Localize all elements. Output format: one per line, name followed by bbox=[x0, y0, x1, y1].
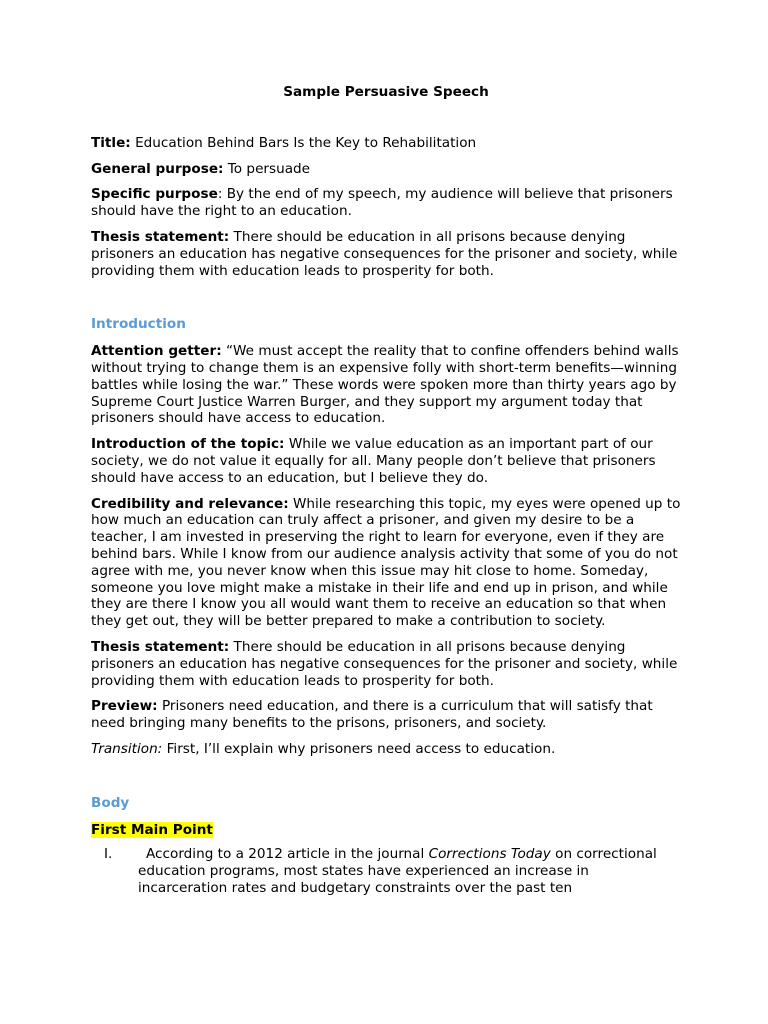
field-label: Specific purpose bbox=[91, 186, 218, 203]
transition-label: Transition: bbox=[91, 740, 163, 757]
paragraph-text: While researching this topic, my eyes were opened up to how much an education can truly affect a prisoner, and given my desire to be a teacher, I am invested in preserving the right to learn for everyone, even if they are behind bars. While I know from our audience analysis activity that some of you do not agree with me, you never know when this issue may hit close to home. Someday, someone you love might make a mistake in their life and end up in prison, and while they are there I know you all would want them to receive an education so that when they get out, they will be better prepared to make a contribution to society. bbox=[91, 495, 681, 630]
thesis-paragraph bbox=[91, 639, 681, 689]
thesis-statement-field bbox=[91, 229, 681, 279]
credibility-paragraph bbox=[91, 496, 681, 630]
list-text-end: on correctional education programs, most states have experienced an increase in incarceration rates and budgetary constraints over the past ten bbox=[138, 846, 657, 896]
transition-paragraph bbox=[91, 741, 681, 758]
list-text-start: According to a 2012 article in the journal bbox=[146, 846, 429, 863]
field-label: General purpose: bbox=[91, 160, 224, 177]
preview-paragraph bbox=[91, 698, 681, 732]
document-title: Sample Persuasive Speech bbox=[283, 84, 489, 100]
list-number: I. bbox=[104, 846, 113, 863]
paragraph-text: “We must accept the reality that to confine offenders behind walls without trying to change them is an expensive folly with short-term benefits—winning battles while losing the war.” These words were spoken more than thirty years ago by Supreme Court Justice Warren Burger, and they support my argument today that prisoners should have access to education. bbox=[91, 343, 679, 427]
paragraph-label: Preview: bbox=[91, 698, 158, 715]
list-text bbox=[138, 846, 657, 896]
spacer bbox=[91, 767, 681, 795]
field-text: There should be education in all prisons because denying prisoners an education has negative consequences for the prisoner and society, while providing them with education leads to prosperity for both. bbox=[91, 228, 678, 279]
body-heading: Body bbox=[91, 794, 130, 811]
list-item bbox=[91, 846, 681, 896]
field-text: Education Behind Bars Is the Key to Rehabilitation bbox=[130, 134, 477, 151]
spacer bbox=[91, 288, 681, 316]
specific-purpose-field bbox=[91, 186, 681, 220]
paragraph-label: Credibility and relevance: bbox=[91, 495, 289, 512]
paragraph-text: While we value education as an important part of our society, we do not value it equally for all. Many people don’t believe that prisoners should have access to an education, but I believe they do. bbox=[91, 436, 656, 486]
journal-name: Corrections Today bbox=[428, 846, 551, 863]
paragraph-text: There should be education in all prisons because denying prisoners an education has negative consequences for the prisoner and society, while providing them with education leads to prosperity for both. bbox=[91, 638, 678, 689]
field-text: To persuade bbox=[223, 160, 311, 177]
speech-title-field bbox=[91, 135, 681, 152]
paragraph-label: Thesis statement: bbox=[91, 638, 230, 655]
introduction-heading: Introduction bbox=[91, 316, 186, 333]
document-page bbox=[91, 84, 681, 897]
field-text: : By the end of my speech, my audience will believe that prisoners should have the right to an education. bbox=[91, 186, 673, 220]
paragraph-text: Prisoners need education, and there is a curriculum that will satisfy that need bringing many benefits to the prisons, prisoners, and society. bbox=[91, 698, 653, 732]
general-purpose-field bbox=[91, 161, 681, 178]
attention-getter-paragraph bbox=[91, 343, 681, 427]
topic-introduction-paragraph bbox=[91, 436, 681, 486]
transition-text: First, I’ll explain why prisoners need access to education. bbox=[162, 740, 556, 757]
paragraph-label: Introduction of the topic: bbox=[91, 436, 285, 453]
field-label: Title: bbox=[91, 134, 131, 151]
first-main-point-heading: First Main Point bbox=[91, 821, 213, 838]
paragraph-label: Attention getter: bbox=[91, 343, 222, 360]
field-label: Thesis statement: bbox=[91, 228, 230, 245]
